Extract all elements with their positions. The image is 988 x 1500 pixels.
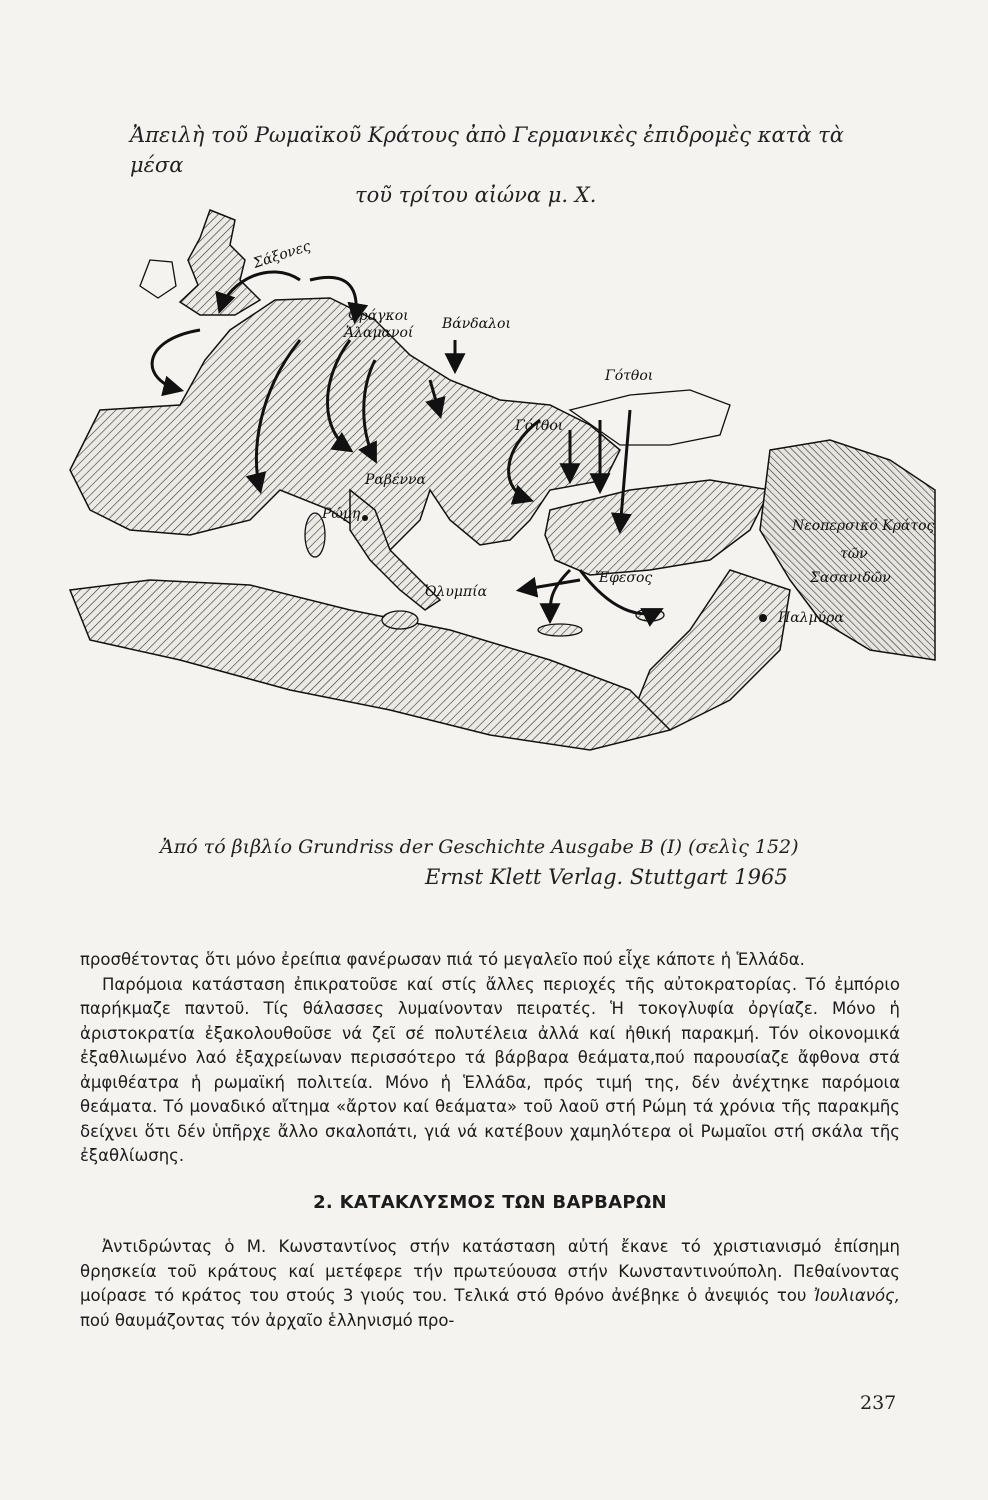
paragraph-2: Παρόμοια κατάσταση ἐπικρατοῦσε καί στίς ἄλλες περιοχές τῆς αὐτοκρατορίας. Τό ἐμπόριο παρήκμαζε παντοῦ. Τίς θάλασσες λυμαίνονταν πειρατές. Ἡ τοκογλυφία ὀργίαζε. Μόνο ἡ ἀριστοκρατία ἐξακολουθοῦσε νά ζεῖ σέ πολυτέλεια ἀλλά καί ἠθική παρακμή. Τόν οἰκονομικά ἐξαθλιωμένο λαό ἐξαχρείωναν περισσότερο τά βάρβαρα θεάματα,πού παρουσίαζε ἄφθονα στά ἀμφιθέατρα ἡ ρωμαϊκή πολιτεία. Μόνο ἡ Ἑλλάδα, πρός τιμή της, δέν ἀνέχτηκε παρόμοια θεάματα. Τό μοναδικό αἴτημα «ἄρτον καί θεάματα» τοῦ λαοῦ στή Ρώμη τά χρόνια τῆς παρακμῆς δείχνει ὅτι δέν ὑπῆρχε ἄλλο σκαλοπάτι, γιά νά κατέβουν χαμηλότερα οἱ Ρωμαῖοι στή σκάλα τῆς ἐξαθλίωσης. [80, 974, 900, 1165]
roman-empire-map [30, 190, 940, 820]
map-caption-line2: τοῦ τρίτου αἰώνα μ. Χ. [355, 183, 597, 207]
asia-minor [545, 480, 770, 575]
label-goths-2: Γότθοι [515, 418, 564, 434]
label-persian-2: τῶν [840, 546, 868, 562]
label-vandals: Βάνδαλοι [442, 316, 511, 332]
julian-name: Ἰουλιανός, [813, 1286, 900, 1305]
label-alamanni: Ἀλαμανοί [344, 325, 414, 341]
section-heading: 2. ΚΑΤΑΚΛΥΣΜΟΣ ΤΩΝ ΒΑΡΒΑΡΩΝ [313, 1191, 667, 1213]
label-franks: Φράγκοι [348, 308, 409, 324]
page-number: 237 [860, 1392, 897, 1414]
label-rome: Ρώμη [322, 506, 361, 522]
palmyra-dot [759, 614, 767, 622]
sicily-island [382, 611, 418, 629]
label-palmyra: Παλμύρα [778, 610, 844, 626]
map-source-line2: Ernst Klett Verlag. Stuttgart 1965 [425, 865, 788, 889]
levant-egypt [630, 570, 790, 730]
britain-landmass [180, 210, 260, 315]
arrow-aegean-3 [520, 580, 580, 590]
ireland-landmass [140, 260, 176, 298]
paragraph-3 [80, 1235, 900, 1333]
label-ephesus: Ἔφεσος [595, 570, 653, 586]
paragraph-1: προσθέτοντας ὅτι μόνο ἐρείπια φανέρωσαν πιά τό μεγαλεῖο πού εἶχε κάποτε ἡ Ἑλλάδα. [80, 950, 805, 969]
label-saxons: Σάξονες [251, 238, 313, 272]
body-text [80, 948, 900, 1333]
label-ravenna: Ραβέννα [365, 472, 426, 488]
crete-island [538, 624, 582, 636]
north-africa [70, 580, 670, 750]
arrow-aegean-1 [550, 570, 570, 620]
label-persian-3: Σασανιδῶν [810, 570, 891, 586]
map-source [160, 832, 920, 892]
label-olympia: Ὀλυμπία [425, 584, 488, 600]
paragraph-3-start: Ἀντιδρώντας ὁ Μ. Κωνσταντίνος στήν κατάσταση αὐτή ἔκανε τό χριστιανισμό ἐπίσημη θρησκεία τοῦ κράτους καί μετέφερε τήν πρωτεύουσα στήν Κωνσταντινούπολη. Πεθαίνοντας μοίρασε τό κράτος του στούς 3 γιούς του. Τελικά στό θρόνο ἀνέβηκε ὁ ἀνεψιός του [80, 1237, 900, 1305]
paragraph-3-end: πού θαυμάζοντας τόν ἀρχαῖο ἑλληνισμό προ- [80, 1310, 455, 1330]
map-source-line1: Ἀπό τό βιβλίο Grundriss der Geschichte Ausgabe B (I) (σελὶς 152) [160, 836, 799, 858]
map-figure [30, 190, 940, 820]
map-caption-line1: Ἀπειλὴ τοῦ Ρωμαϊκοῦ Κράτους ἀπὸ Γερμανικὲς ἐπιδρομὲς κατὰ τὰ μέσα [130, 123, 844, 177]
rome-dot [362, 515, 368, 521]
label-goths-1: Γότθοι [605, 368, 654, 384]
label-persian-1: Νεοπερσικό Κράτος [792, 518, 935, 534]
